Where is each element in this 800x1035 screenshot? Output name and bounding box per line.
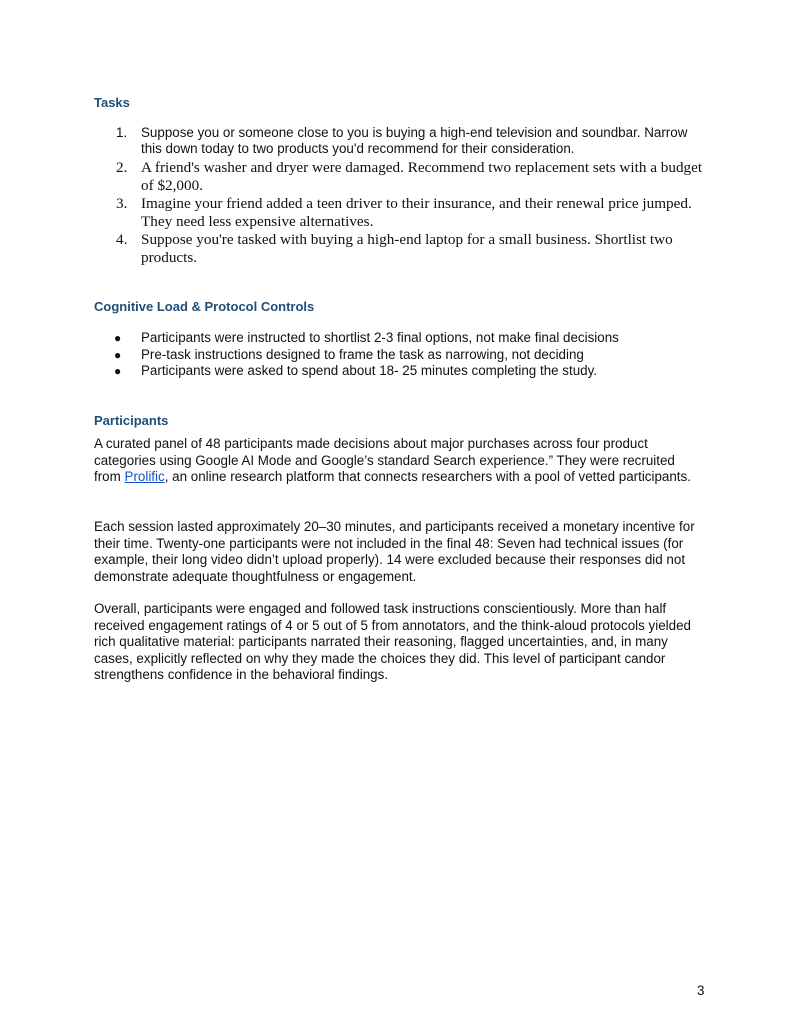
paragraph-text: , an online research platform that connects researchers with a pool of vetted participants.: [164, 469, 691, 484]
task-number: 1.: [116, 125, 128, 140]
bullet-icon: ●: [114, 364, 122, 378]
task-text: Suppose you're tasked with buying a high-end laptop for a small business. Shortlist two products.: [141, 231, 673, 266]
participants-paragraph-2: Each session lasted approximately 20–30 minutes, and participants received a monetary incentive for their time. Twenty-one participants were not included in the final 48: Seven had technical issues (for example, their long video didn’t upload properly). 14 were excluded because their responses did not demonstrate adequate thoughtfulness or engagement.: [94, 519, 695, 584]
controls-list: [94, 330, 714, 380]
tasks-heading: Tasks: [94, 95, 130, 110]
list-item: [94, 347, 714, 364]
bullet-icon: ●: [114, 347, 122, 362]
list-item: [94, 363, 714, 380]
participants-heading: Participants: [94, 413, 169, 428]
tasks-list: [94, 125, 704, 267]
task-item: [94, 231, 704, 267]
task-number: 2.: [116, 159, 128, 176]
list-item-text: Pre-task instructions designed to frame the task as narrowing, not deciding: [141, 346, 584, 362]
participants-paragraph-3: Overall, participants were engaged and followed task instructions conscientiously. More than half received engagement ratings of 4 or 5 out of 5 from annotators, and the think-aloud protocols yielded rich qualitative material: participants narrated their reasoning, flagged uncertainties, and, in many cases, explicitly reflected on why they made the choices they did. This level of participant candor strengthens confidence in the behavioral findings.: [94, 601, 691, 682]
task-text: A friend's washer and dryer were damaged. Recommend two replacement sets with a budget of $2,000.: [141, 159, 703, 194]
task-text: Imagine your friend added a teen driver to their insurance, and their renewal price jumped. They need less expensive alternatives.: [141, 195, 692, 230]
task-text: Suppose you or someone close to you is buying a high-end television and soundbar. Narrow this down today to two products you'd recommend for their consideration.: [141, 125, 688, 156]
controls-heading: Cognitive Load & Protocol Controls: [94, 299, 315, 314]
participants-paragraph-1: [94, 436, 704, 486]
task-item: [94, 195, 704, 231]
list-item: [94, 330, 714, 347]
task-number: 3.: [116, 195, 128, 212]
page-number: 3: [697, 983, 705, 998]
list-item-text: Participants were instructed to shortlist 2-3 final options, not make final decisions: [141, 330, 619, 345]
task-number: 4.: [116, 231, 128, 248]
task-item: [94, 125, 704, 157]
task-item: [94, 159, 704, 195]
bullet-icon: ●: [114, 331, 122, 345]
paragraph-text: A curated panel of 48 participants made decisions about major purchases across four product categories using Google AI Mode and Google’s standard Search experience.” They were recruited from: [94, 436, 675, 484]
list-item-text: Participants were asked to spend about 18- 25 minutes completing the study.: [141, 363, 598, 378]
prolific-link[interactable]: Prolific: [124, 469, 165, 484]
